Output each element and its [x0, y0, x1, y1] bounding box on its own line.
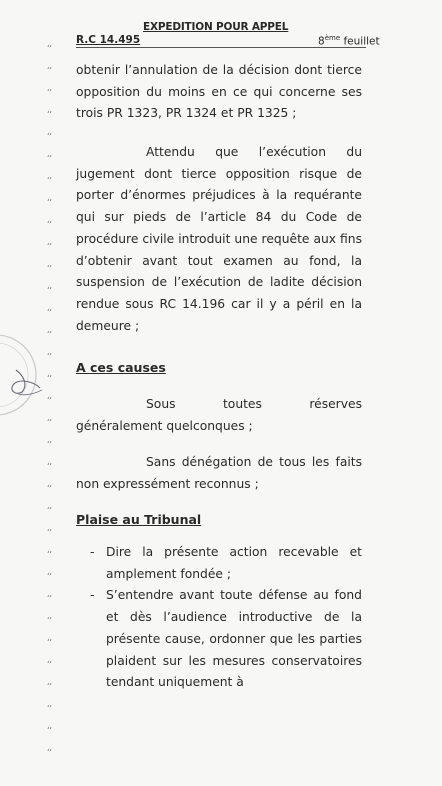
heading-plaise-au-tribunal: Plaise au Tribunal — [76, 512, 202, 527]
list-item-text: S’entendre avant toute défense au fond et dès l’audience introductive de la présente cause, ordonner que les parties plaident sur les mesures conservatoires tendant uniquement à — [106, 588, 362, 690]
margin-mark: ‘‘ — [47, 88, 53, 97]
margin-mark: ‘‘ — [47, 352, 53, 361]
margin-mark: ‘‘ — [47, 176, 53, 185]
margin-mark: ‘‘ — [47, 506, 53, 515]
margin-mark: ‘‘ — [47, 44, 53, 53]
list-item — [76, 542, 362, 585]
margin-mark: ‘‘ — [47, 660, 53, 669]
sheet-number-value: 8 — [318, 35, 325, 48]
bullet-dash: - — [90, 545, 95, 559]
margin-mark: ‘‘ — [47, 440, 53, 449]
margin-mark: ‘‘ — [47, 616, 53, 625]
margin-mark: ‘‘ — [47, 748, 53, 757]
margin-mark: ‘‘ — [47, 220, 53, 229]
margin-mark: ‘‘ — [47, 132, 53, 141]
bullet-dash: - — [90, 588, 95, 603]
paragraph-reserves — [76, 394, 362, 437]
margin-mark: ‘‘ — [47, 704, 53, 713]
stamp-and-signature — [0, 330, 48, 430]
margin-mark: ‘‘ — [47, 110, 53, 119]
tribunal-requests-list — [76, 542, 362, 694]
document-title: EXPEDITION POUR APPEL — [143, 21, 289, 33]
margin-mark: ‘‘ — [47, 528, 53, 537]
margin-mark: ‘‘ — [47, 682, 53, 691]
sheet-label: feuillet — [340, 35, 380, 48]
margin-mark: ‘‘ — [47, 198, 53, 207]
paragraph-attendu — [76, 142, 362, 337]
margin-mark: ‘‘ — [47, 66, 53, 75]
margin-mark: ‘‘ — [47, 330, 53, 339]
margin-mark: ‘‘ — [47, 308, 53, 317]
margin-quote-marks — [47, 0, 67, 786]
margin-mark: ‘‘ — [47, 638, 53, 647]
sheet-number-suffix: ème — [324, 34, 341, 42]
margin-mark: ‘‘ — [47, 462, 53, 471]
paragraph-text: Sous toutes réserves généralement quelconques ; — [76, 397, 362, 433]
margin-mark: ‘‘ — [47, 154, 53, 163]
paragraph-text: obtenir l’annulation de la décision dont tierce opposition du moins en ce qui concerne ses trois PR 1323, PR 1324 et PR 1325 ; — [76, 63, 362, 121]
margin-mark: ‘‘ — [47, 726, 53, 735]
header-rule — [76, 47, 366, 48]
margin-mark: ‘‘ — [47, 396, 53, 405]
margin-mark: ‘‘ — [47, 572, 53, 581]
margin-mark: ‘‘ — [47, 286, 53, 295]
margin-mark: ‘‘ — [47, 374, 53, 383]
paragraph-text: Sans dénégation de tous les faits non expressément reconnus ; — [76, 455, 362, 491]
sheet-number — [318, 34, 380, 48]
paragraph-text: Attendu que l’exécution du jugement dont tierce opposition risque de porter d’énormes préjudices à la requérante qui sur pieds de l’article 84 du Code de procédure civile introduit une requête aux fins d’obtenir avant tout examen au fond, la suspension de l’exécution de ladite décision rendue sous RC 14.196 car il y a péril en la demeure ; — [76, 145, 362, 333]
case-reference: R.C 14.495 — [76, 34, 141, 46]
margin-mark: ‘‘ — [47, 418, 53, 427]
list-item-text: Dire la présente action recevable et amplement fondée ; — [106, 545, 362, 581]
heading-a-ces-causes: A ces causes — [76, 360, 166, 375]
margin-mark: ‘‘ — [47, 550, 53, 559]
margin-mark: ‘‘ — [47, 594, 53, 603]
margin-mark: ‘‘ — [47, 264, 53, 273]
margin-mark: ‘‘ — [47, 484, 53, 493]
margin-mark: ‘‘ — [47, 242, 53, 251]
paragraph-denegation — [76, 452, 362, 495]
paragraph-annulation — [76, 60, 362, 125]
list-item — [76, 585, 362, 694]
